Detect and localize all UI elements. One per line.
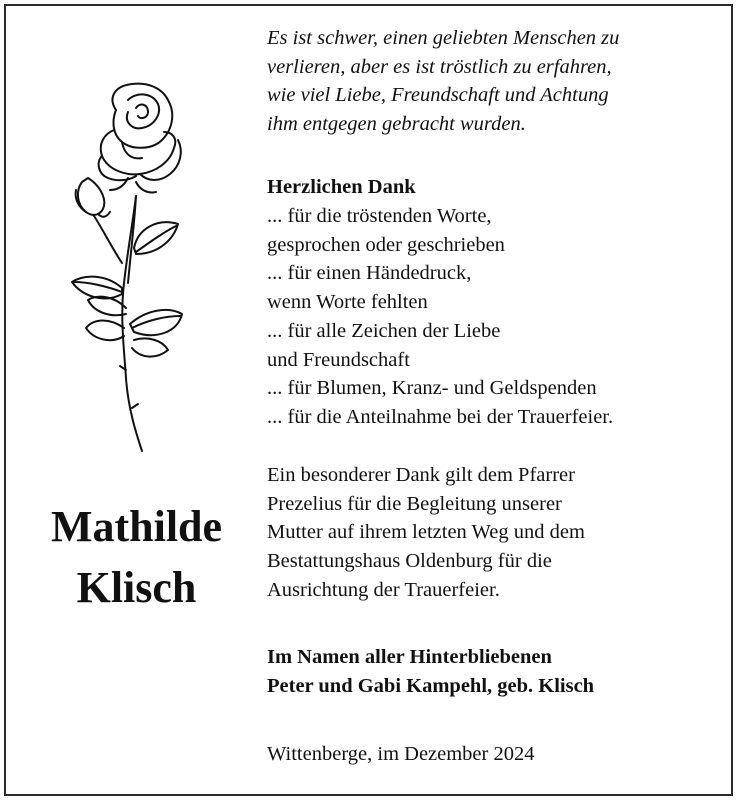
quote-line: ihm entgegen gebracht wurden. xyxy=(267,113,526,136)
thanks-item-continuation: wenn Worte fehlten xyxy=(267,291,428,314)
quote-line: verlieren, aber es ist tröstlich zu erfahren, xyxy=(267,55,612,78)
special-thanks-line: Ein besonderer Dank gilt dem Pfarrer xyxy=(267,464,575,486)
special-thanks xyxy=(267,461,585,605)
thanks-item: ... für alle Zeichen der Liebe xyxy=(267,319,501,342)
deceased-first-name: Mathilde xyxy=(50,502,223,551)
thanks-item: ... für die tröstenden Worte, xyxy=(267,205,492,227)
deceased-last-name: Klisch xyxy=(76,563,197,612)
special-thanks-line: Bestattungshaus Oldenburg für die xyxy=(267,550,552,573)
special-thanks-line: Ausrichtung der Trauerfeier. xyxy=(267,578,500,601)
quote-line: Es ist schwer, einen geliebten Menschen zu xyxy=(267,27,620,49)
thanks-item: ... für Blumen, Kranz- und Geldspenden xyxy=(267,377,597,400)
thanks-item: ... für einen Händedruck, xyxy=(267,262,472,285)
thanks-item: ... für die Anteilnahme bei der Trauerfeier. xyxy=(267,405,614,428)
signature-line: Peter und Gabi Kampehl, geb. Klisch xyxy=(267,674,595,697)
quote-block xyxy=(267,24,619,139)
signature-line: Im Namen aller Hinterbliebenen xyxy=(267,646,552,668)
thanks-list xyxy=(267,202,613,432)
signature-block xyxy=(267,643,594,700)
place-date: Wittenberge, im Dezember 2024 xyxy=(267,743,535,765)
special-thanks-line: Mutter auf ihrem letzten Weg und dem xyxy=(267,521,585,544)
rose-illustration xyxy=(36,78,206,458)
thanks-item-continuation: und Freundschaft xyxy=(267,348,410,371)
quote-line: wie viel Liebe, Freundschaft und Achtung xyxy=(267,84,609,107)
thanks-item-continuation: gesprochen oder geschrieben xyxy=(267,233,505,256)
special-thanks-line: Prezelius für die Begleitung unserer xyxy=(267,492,562,515)
thanks-heading: Herzlichen Dank xyxy=(267,176,416,198)
